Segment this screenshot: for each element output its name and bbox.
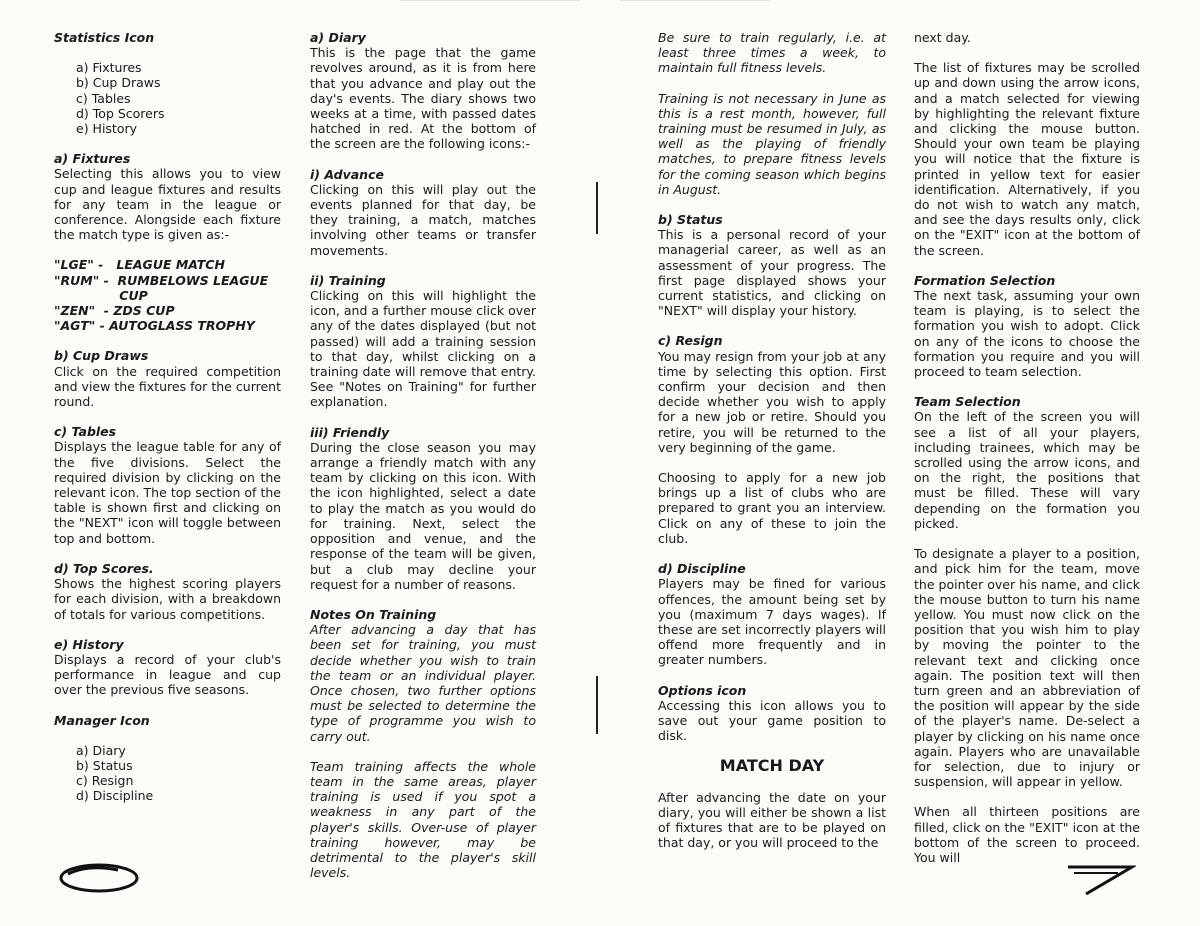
list-item: b) Cup Draws (76, 75, 161, 91)
options-heading: Options icon (658, 682, 747, 698)
list-item: d) Top Scorers (76, 105, 165, 121)
match-code: "AGT" - AUTOGLASS TROPHY (54, 318, 255, 334)
team-text: On the left of the screen you will see a list of all your players, including trainees, which may be scrolled using the arrow icons, and on the right, the positions that must be filled. These will vary depending on the formation you picked. (914, 409, 1140, 531)
diary-text: This is the page that the game revolves around, as it is from here that you advance and play out the day's events. The diary shows two weeks at a time, with passed dates hatched in red. At the bottom of the screen are the following icons:- (310, 45, 536, 152)
fixtures-heading: a) Fixtures (54, 151, 131, 167)
list-item: c) Tables (76, 90, 131, 106)
options-text: Accessing this icon allows you to save out your game position to disk. (658, 697, 886, 744)
column-4 (914, 30, 1140, 880)
notes-text: Team training affects the whole team in the same areas, player training is used if you spot a weakness in any part of the player's skills. Over-use of player training however, may be detrimental to the player's skill levels. (310, 758, 536, 881)
training-heading: ii) Training (310, 272, 386, 288)
advance-heading: i) Advance (310, 166, 384, 182)
history-heading: e) History (54, 636, 124, 652)
notes-heading: Notes On Training (310, 606, 437, 622)
diary-heading: a) Diary (310, 30, 366, 45)
fold-mark (596, 182, 598, 234)
formation-heading: Formation Selection (914, 272, 1056, 288)
team-heading: Team Selection (914, 394, 1021, 410)
list-item: a) Fixtures (76, 60, 142, 76)
statistics-list (54, 60, 281, 136)
match-code: "RUM" - RUMBELOWS LEAGUE (54, 272, 269, 288)
list-item: e) History (76, 121, 138, 137)
designate-text: To designate a player to a position, and pick him for the team, move the pointer over his name, and click the mouse button to turn his name yellow. You must now click on the position that you wish him to play by moving the pointer to the relevant text and clicking once again. The position text will then turn green and an abbreviation of the position will appear by the side of the player's name. De-select a player by clicking on his name once again. Players who are unavailable for selection, due to injury or suspension, will appear in yellow. (914, 546, 1140, 790)
match-code: "LGE" - LEAGUE MATCH (54, 257, 225, 273)
matchday-text: After advancing the date on your diary, you will either be shown a list of fixtures that are to be played on that day, or you will proceed to the (658, 789, 886, 851)
page-edge (620, 0, 770, 1)
discipline-text: Players may be fined for various offences, the amount being set by you (maximum 7 days wages). If these are set incorrectly players will offend more frequently and in greater numbers. (658, 576, 886, 668)
resign-heading: c) Resign (658, 333, 723, 349)
history-text: Displays a record of your club's performance in league and cup over the previous five seasons. (54, 651, 281, 698)
page-number-left (58, 862, 140, 894)
cupdraws-text: Click on the required competition and view the fixtures for the current round. (54, 363, 281, 410)
match-codes (54, 257, 281, 333)
training-note: Be sure to train regularly, i.e. at least three times a week, to maintain full fitness levels. (658, 30, 886, 76)
resign-text: Choosing to apply for a new job brings up a list of clubs who are prepared to grant you an interview. Click on any of these to join the club. (658, 470, 886, 546)
status-text: This is a personal record of your managerial career, as well as an assessment of your progress. The first page displayed shows your current statistics, and clicking on "NEXT" will display your history. (658, 227, 886, 319)
fixtures-text: Selecting this allows you to view cup and league fixtures and results for any team in the league or conference. Alongside each fixture the match type is given as:- (54, 166, 281, 243)
page-number-text: 6 (94, 872, 104, 888)
page-edge (400, 0, 580, 1)
final-text: When all thirteen positions are filled, click on the "EXIT" icon at the bottom of the screen to proceed. You will (914, 804, 1140, 865)
match-code: CUP (54, 287, 148, 303)
tables-text: Displays the league table for any of the five divisions. Select the required division by clicking on the relevant icon. The top section of the table is shown first and clicking on the "NEXT" icon will toggle between top and bottom. (54, 439, 281, 546)
column-1 (54, 30, 281, 819)
matchday-heading: MATCH DAY (719, 756, 825, 776)
fold-mark (596, 676, 598, 734)
continued-text: next day. (914, 30, 971, 45)
statistics-heading: Statistics Icon (54, 30, 155, 45)
page-number-right (1062, 862, 1136, 896)
training-text: Clicking on this will highlight the icon, and a further mouse click over any of the dates displayed (but not passed) will add a training session to that day, whilst clicking on a training date will remove that entry. See "Notes on Training" for further explanation. (310, 288, 536, 410)
tables-heading: c) Tables (54, 424, 117, 440)
page-number-text: 7 (1094, 872, 1104, 888)
formation-text: The next task, assuming your own team is playing, is to select the formation you wish to adopt. Click on any of the icons to choose the formation you require and you will proceed to team selection. (914, 288, 1140, 380)
list-item: d) Discipline (76, 788, 154, 804)
manager-list (54, 743, 281, 804)
list-item: c) Resign (76, 773, 134, 789)
resign-text: You may resign from your job at any time by selecting this option. First confirm your decision and then decide whether you wish to apply for a new job or retire. Should you retire, you will be returned to the very beginning of the game. (658, 348, 886, 455)
discipline-heading: d) Discipline (658, 561, 746, 577)
match-code: "ZEN" - ZDS CUP (54, 303, 175, 319)
advance-text: Clicking on this will play out the events planned for that day, be they training, a match, matches involving other teams or transfer movements. (310, 181, 536, 258)
friendly-text: During the close season you may arrange a friendly match with any team by clicking on this icon. With the icon highlighted, select a date to play the match as you would do for training. Next, select the opposition and venue, and the response of the team will be given, but a club may decline your request for a number of reasons. (310, 439, 536, 592)
topscorers-text: Shows the highest scoring players for each division, with a breakdown of totals for various competitions. (54, 576, 281, 622)
training-note: Training is not necessary in June as this is a rest month, however, full training must be resumed in July, as well as the playing of friendly matches, to prepare fitness levels for the coming season which begins in August. (658, 90, 886, 197)
manager-heading: Manager Icon (54, 712, 150, 728)
topscorers-heading: d) Top Scores. (54, 560, 154, 576)
notes-text: After advancing a day that has been set for training, you must decide whether you wish to train the team or an individual player. Once chosen, two further options must be selected to determine the type of programme you wish to carry out. (310, 622, 536, 744)
cupdraws-heading: b) Cup Draws (54, 348, 149, 364)
friendly-heading: iii) Friendly (310, 424, 390, 440)
column-3 (658, 30, 886, 865)
list-item: b) Status (76, 757, 133, 773)
column-2 (310, 30, 536, 895)
status-heading: b) Status (658, 212, 723, 228)
list-item: a) Diary (76, 742, 126, 758)
fixtures-list-text: The list of fixtures may be scrolled up and down using the arrow icons, and a match selected for viewing by highlighting the relevant fixture and clicking the mouse button. Should your own team be playing you will notice that the fixture is printed in yellow text for easier identification. Alternatively, if you do not wish to watch any match, and see the days results only, click on the "EXIT" icon at the bottom of the screen. (914, 60, 1140, 258)
